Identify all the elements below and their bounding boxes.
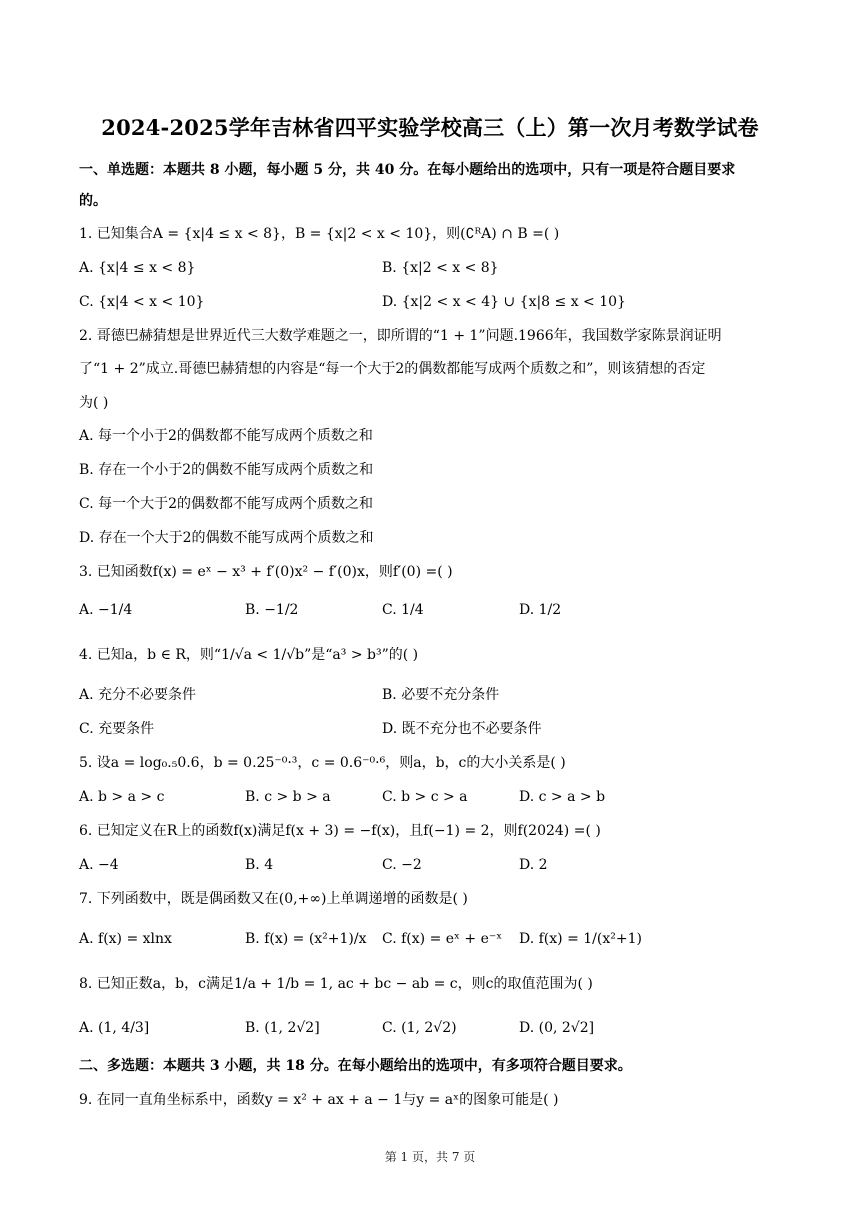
q7-option-a: A. f(x) = xlnx [79, 931, 172, 947]
q7-option-c: C. f(x) = eˣ + e⁻ˣ [382, 931, 503, 947]
question-7-stem: 7. 下列函数中，既是偶函数又在(0,+∞)上单调递增的函数是( ) [79, 891, 468, 907]
question-4-stem: 4. 已知a，b ∈ R，则“1/√a < 1/√b”是“a³ > b³”的( ) [79, 647, 419, 663]
question-2-stem-line-2: 了“1 + 2”成立.哥德巴赫猜想的内容是“每一个大于2的偶数都能写成两个质数之和”，则该猜想的否定 [79, 361, 706, 377]
q7-option-b: B. f(x) = (x²+1)/x [245, 931, 367, 947]
question-7-options [79, 929, 781, 949]
question-2-stem-line-1: 2. 哥德巴赫猜想是世界近代三大数学难题之一，即所谓的“1 + 1”问题.1966年，我国数学家陈景润证明 [79, 328, 722, 344]
question-1-options-row-1 [79, 258, 781, 278]
q8-option-a: A. (1, 4/3] [79, 1020, 150, 1036]
question-9-stem: 9. 在同一直角坐标系中，函数y = x² + ax + a − 1与y = aˣ的图象可能是( ) [79, 1092, 559, 1108]
q1-option-d: D. {x|2 < x < 4} ∪ {x|8 ≤ x < 10} [382, 294, 626, 310]
question-6-options [79, 855, 781, 875]
q3-option-a: A. −1/4 [79, 602, 133, 618]
page-footer: 第 1 页，共 7 页 [384, 1150, 476, 1164]
q5-option-b: B. c > b > a [245, 789, 331, 805]
q5-option-a: A. b > a > c [79, 789, 165, 805]
question-2-stem-line-3: 为( ) [79, 395, 109, 411]
q5-option-d: D. c > a > b [519, 789, 606, 805]
section-header-single-choice-cont: 的。 [79, 193, 107, 209]
q6-option-c: C. −2 [382, 857, 422, 873]
question-5-stem: 5. 设a = log₀.₅0.6，b = 0.25⁻⁰·³，c = 0.6⁻⁰·⁶，则a，b，c的大小关系是( ) [79, 755, 566, 771]
q7-option-d: D. f(x) = 1/(x²+1) [519, 931, 642, 947]
question-4-options-row-2 [79, 719, 781, 739]
q8-option-b: B. (1, 2√2] [245, 1020, 320, 1036]
q6-option-d: D. 2 [519, 857, 548, 873]
question-4-options-row-1 [79, 685, 781, 705]
q6-option-b: B. 4 [245, 857, 274, 873]
q4-option-d: D. 既不充分也不必要条件 [382, 721, 542, 737]
q1-option-a: A. {x|4 ≤ x < 8} [79, 260, 196, 276]
q5-option-c: C. b > c > a [382, 789, 468, 805]
page-title: 2024-2025学年吉林省四平实验学校高三（上）第一次月考数学试卷 [101, 115, 759, 140]
question-5-options [79, 787, 781, 807]
q3-option-d: D. 1/2 [519, 602, 562, 618]
q2-option-c: C. 每一个大于2的偶数都不能写成两个质数之和 [79, 496, 374, 512]
q4-option-b: B. 必要不充分条件 [382, 687, 500, 703]
q3-option-b: B. −1/2 [245, 602, 299, 618]
question-8-options [79, 1018, 781, 1038]
q2-option-b: B. 存在一个小于2的偶数不能写成两个质数之和 [79, 462, 374, 478]
q4-option-a: A. 充分不必要条件 [79, 687, 197, 703]
q8-option-d: D. (0, 2√2] [519, 1020, 595, 1036]
q4-option-c: C. 充要条件 [79, 721, 155, 737]
question-6-stem: 6. 已知定义在R上的函数f(x)满足f(x + 3) = −f(x)，且f(−1) = 2，则f(2024) =( ) [79, 823, 601, 839]
q1-option-b: B. {x|2 < x < 8} [382, 260, 499, 276]
section-header-multi-choice: 二、多选题：本题共 3 小题，共 18 分。在每小题给出的选项中，有多项符合题目要求。 [79, 1058, 632, 1074]
q6-option-a: A. −4 [79, 857, 119, 873]
q8-option-c: C. (1, 2√2) [382, 1020, 457, 1036]
q1-option-c: C. {x|4 < x < 10} [79, 294, 205, 310]
q2-option-d: D. 存在一个大于2的偶数不能写成两个质数之和 [79, 530, 374, 546]
question-3-stem: 3. 已知函数f(x) = eˣ − x³ + f′(0)x² − f′(0)x，则f′(0) =( ) [79, 564, 453, 580]
q2-option-a: A. 每一个小于2的偶数都不能写成两个质数之和 [79, 428, 373, 444]
question-1-options-row-2 [79, 292, 781, 312]
q3-option-c: C. 1/4 [382, 602, 424, 618]
question-8-stem: 8. 已知正数a，b，c满足1/a + 1/b = 1, ac + bc − ab = c，则c的取值范围为( ) [79, 976, 593, 992]
question-3-options [79, 600, 781, 620]
section-header-single-choice: 一、单选题：本题共 8 小题，每小题 5 分，共 40 分。在每小题给出的选项中，只有一项是符合题目要求 [79, 162, 736, 178]
question-1-stem: 1. 已知集合A = {x|4 ≤ x < 8}，B = {x|2 < x < 10}，则(∁ᴿA) ∩ B =( ) [79, 226, 560, 242]
